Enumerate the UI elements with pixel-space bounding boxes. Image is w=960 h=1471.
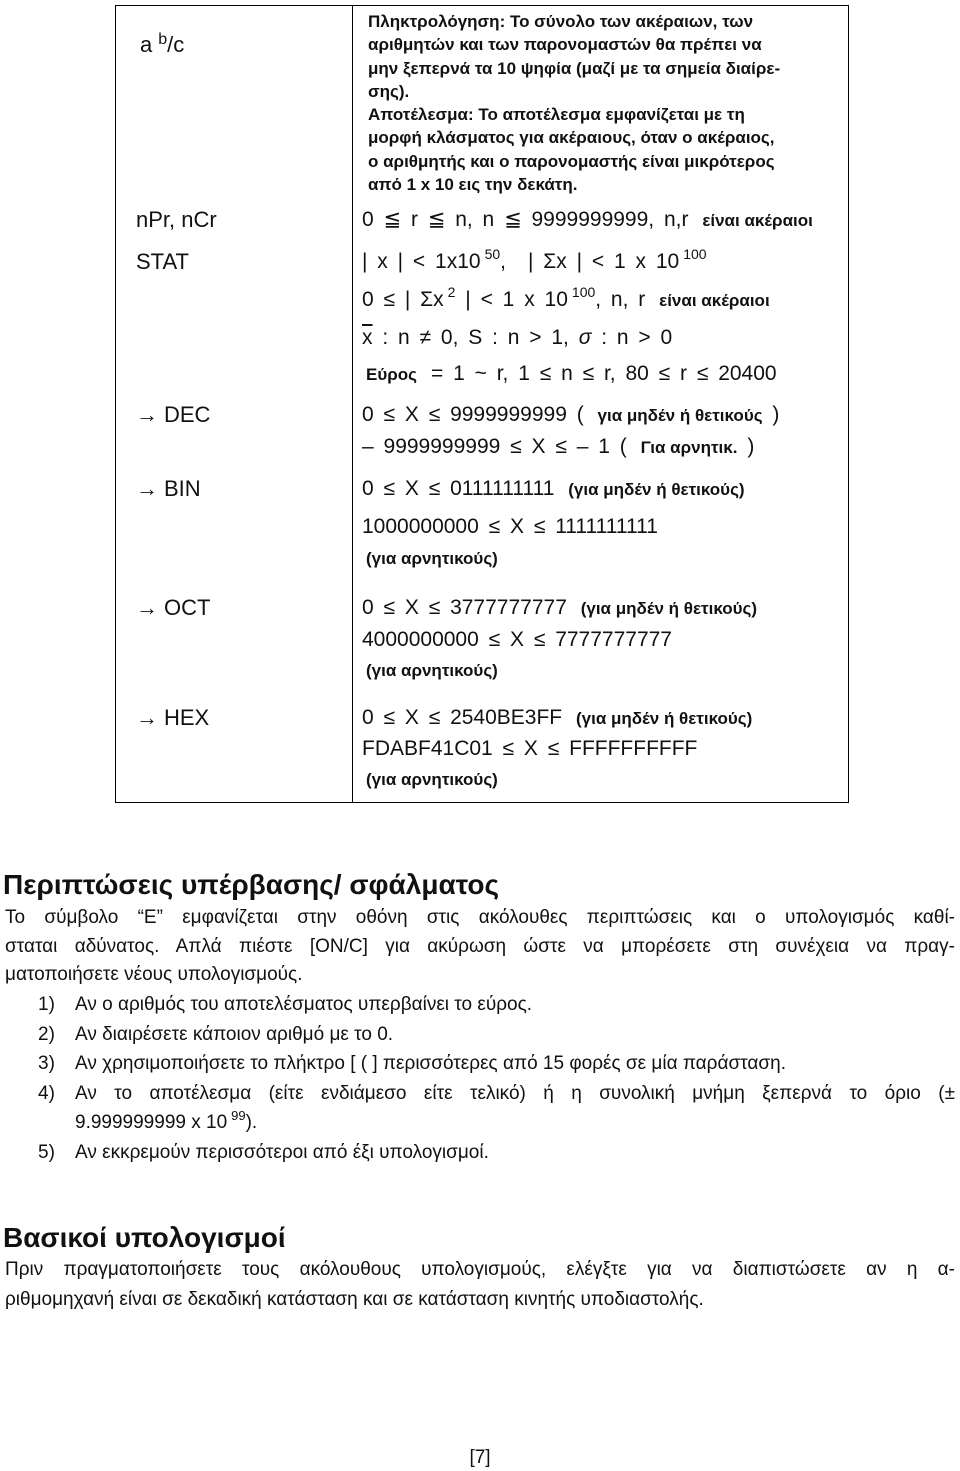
dec-positive-note: για μηδέν ή θετικούς	[597, 406, 763, 425]
fraction-label-b: b	[158, 31, 168, 48]
perm-comb-range	[362, 207, 813, 233]
stat-integer-note: είναι ακέραιοι	[659, 291, 770, 310]
stat-label: STAT	[136, 249, 189, 274]
perm-comb-formula: 0 ≦ r ≦ n, n ≦ 9999999999, n,r	[362, 208, 689, 231]
stat-conditions: : n ≠ 0, S : n > 1,	[382, 326, 569, 349]
oct-positive-note: (για μηδέν ή θετικούς)	[580, 599, 758, 618]
bin-positive-range: 0 ≤ X ≤ 0111111111	[362, 477, 555, 500]
dec-close-paren: )	[772, 403, 780, 426]
list-item	[0, 1079, 960, 1138]
stat-exponent: 50	[484, 246, 501, 262]
stat-mean-symbol: $\overline{x}$	[362, 326, 373, 349]
bin-conversion-label	[136, 476, 201, 502]
bin-line-3	[362, 545, 498, 571]
hex-conversion-label	[136, 705, 209, 731]
oct-conversion-label	[136, 595, 210, 621]
list-item-text: Αν το αποτέλεσμα (είτε ενδιάμεσο είτε τελικό) ή η συνολική μνήμη ξεπερνά το όριο (±	[75, 1082, 955, 1104]
dec-negative-range: – 9999999999 ≤ X ≤ – 1 (	[362, 435, 627, 458]
dec-label-text: DEC	[164, 402, 211, 427]
page-number: [7]	[469, 1447, 491, 1468]
hex-negative-note: (για αρνητικούς)	[366, 770, 498, 789]
paragraph-line: Το σύμβολο “E” εμφανίζεται στην οθόνη στις ακόλουθες περιπτώσεις και ο υπολογισμός καθί-	[5, 907, 955, 928]
paragraph-line: Πριν πραγματοποιήσετε τους ακόλουθους υπολογισμούς, ελέγξτε για να διαπιστώσετε αν η α-	[5, 1259, 955, 1280]
dec-conversion-label	[136, 402, 210, 428]
stat-separator: ,	[500, 250, 506, 273]
stat-square-exponent: 2	[447, 284, 456, 300]
bin-line-1	[362, 476, 745, 502]
paragraph-line: ριθμομηχανή είναι σε δεκαδική κατάσταση και σε κατάσταση κινητής υποδιαστολής.	[5, 1289, 704, 1310]
stat-sumsq-bound: | < 1 x 10	[465, 288, 568, 311]
bin-negative-note: (για αρνητικούς)	[366, 549, 498, 568]
overflow-intro-paragraph	[5, 904, 955, 990]
column-divider	[352, 6, 353, 802]
fraction-desc-line: αριθμητών και των παρονομαστών θα πρέπει να	[368, 35, 762, 55]
stat-line-1	[362, 246, 707, 275]
fraction-label-a: a	[140, 32, 153, 57]
dec-positive-range: 0 ≤ X ≤ 9999999999 (	[362, 403, 584, 426]
paragraph-line: σταται αδύνατος. Απλά πιέστε [ON/C] για ακύρωση ώστε να μπορέσετε στη συνέχεια να πραγ-	[5, 935, 955, 957]
oct-negative-range: 4000000000 ≤ X ≤ 7777777777	[362, 628, 672, 651]
list-item	[0, 1049, 960, 1079]
stat-range-label: Εύρος	[366, 365, 417, 384]
oct-positive-range: 0 ≤ X ≤ 3777777777	[362, 596, 567, 619]
limit-exponent: 99	[231, 1108, 246, 1124]
list-item-number: 3)	[38, 1053, 55, 1075]
basic-section-title: Βασικοί υπολογισμοί	[3, 1222, 286, 1253]
specification-table	[115, 5, 849, 803]
list-item-text: Αν διαιρέσετε κάποιον αριθμό με το 0.	[75, 1023, 394, 1045]
fraction-desc-line: ο αριθμητής και ο παρονομαστής είναι μικρότερος	[368, 151, 775, 171]
list-item-text: Αν χρησιμοποιήσετε το πλήκτρο [ ( ] περισσότερες από 15 φορές σε μία παράσταση.	[75, 1053, 786, 1075]
list-item-number: 1)	[38, 994, 55, 1015]
fraction-desc-line: Πληκτρολόγηση: Το σύνολο των ακέραιων, των	[368, 12, 754, 31]
oct-label-text: OCT	[164, 595, 211, 620]
oct-line-1	[362, 595, 757, 621]
dec-line-2	[362, 434, 754, 460]
perm-comb-label: nPr, nCr	[136, 207, 217, 232]
stat-line-2	[362, 284, 770, 313]
stat-range-formula: = 1 ~ r, 1 ≤ n ≤ r, 80 ≤ r ≤ 20400	[430, 362, 777, 385]
hex-negative-range: FDABF41C01 ≤ X ≤ FFFFFFFFFF	[362, 737, 698, 760]
list-item-number: 2)	[38, 1023, 55, 1045]
oct-negative-note: (για αρνητικούς)	[366, 661, 498, 680]
list-item-number: 5)	[38, 1141, 55, 1163]
fraction-desc-line: Αποτέλεσμα: Το αποτέλεσμα εμφανίζεται με τη	[368, 105, 745, 125]
hex-positive-note: (για μηδέν ή θετικούς)	[575, 709, 753, 728]
list-item-text: Αν εκκρεμούν περισσότεροι από έξι υπολογισμοί.	[75, 1141, 489, 1163]
list-item-text-continued	[75, 1108, 955, 1138]
stat-exponent: 100	[571, 284, 596, 300]
arrow-right-icon: →	[136, 402, 158, 427]
list-item-number: 4)	[38, 1082, 55, 1104]
stat-mean-bound: | x | < 1x10	[362, 250, 481, 273]
stat-sum-bound: | Σx | < 1 x 10	[527, 250, 680, 273]
stat-sumsq-start: 0 ≤ | Σx	[362, 288, 444, 311]
arrow-right-icon: →	[136, 476, 158, 501]
arrow-right-icon: →	[136, 705, 158, 730]
list-item	[0, 1020, 960, 1050]
limit-tail: ).	[245, 1112, 258, 1134]
limit-value: 9.999999999 x 10	[75, 1112, 228, 1134]
list-item	[0, 1138, 960, 1168]
hex-label-text: HEX	[164, 705, 210, 730]
overflow-section-title: Περιπτώσεις υπέρβασης/ σφάλματος	[3, 869, 500, 900]
error-conditions-list	[0, 990, 960, 1168]
hex-line-1	[362, 705, 752, 731]
stat-nr: , n, r	[595, 288, 646, 311]
fraction-desc-line: σης).	[368, 81, 410, 101]
perm-comb-note: είναι ακέραιοι	[702, 211, 813, 230]
dec-negative-note: Για αρνητικ.	[640, 438, 738, 457]
list-item-text: Αν ο αριθμός του αποτελέσματος υπερβαίνει το εύρος.	[75, 994, 533, 1015]
fraction-desc-line: μορφή κλάσματος για ακέραιους, όταν ο ακέραιος,	[368, 128, 775, 148]
dec-line-1	[362, 402, 779, 428]
fraction-desc-line: από 1 x 10 εις την δεκάτη.	[368, 175, 578, 195]
hex-positive-range: 0 ≤ X ≤ 2540BE3FF	[362, 706, 563, 729]
bin-label-text: BIN	[164, 476, 201, 501]
stat-sigma-condition: : n > 0	[601, 326, 673, 349]
fraction-description	[368, 10, 780, 196]
stat-line-3	[362, 325, 672, 351]
bin-positive-note: (για μηδέν ή θετικούς)	[568, 480, 745, 499]
list-item	[0, 990, 960, 1020]
fraction-desc-line: μην ξεπερνά τα 10 ψηφία (μαζί με τα σημεία διαίρε-	[368, 58, 781, 78]
basic-intro-paragraph	[5, 1255, 955, 1315]
stat-sigma-symbol: σ	[578, 326, 592, 349]
bin-negative-range: 1000000000 ≤ X ≤ 1111111111	[362, 515, 658, 538]
stat-exponent: 100	[683, 246, 707, 262]
hex-line-3	[362, 766, 498, 792]
fraction-key-label	[140, 32, 184, 58]
paragraph-line: ματοποιήσετε νέους υπολογισμούς.	[5, 964, 303, 986]
stat-line-4	[362, 361, 777, 387]
oct-line-3	[362, 657, 498, 683]
fraction-label-c: /c	[167, 32, 185, 57]
arrow-right-icon: →	[136, 595, 158, 620]
dec-close-paren: )	[747, 435, 755, 458]
